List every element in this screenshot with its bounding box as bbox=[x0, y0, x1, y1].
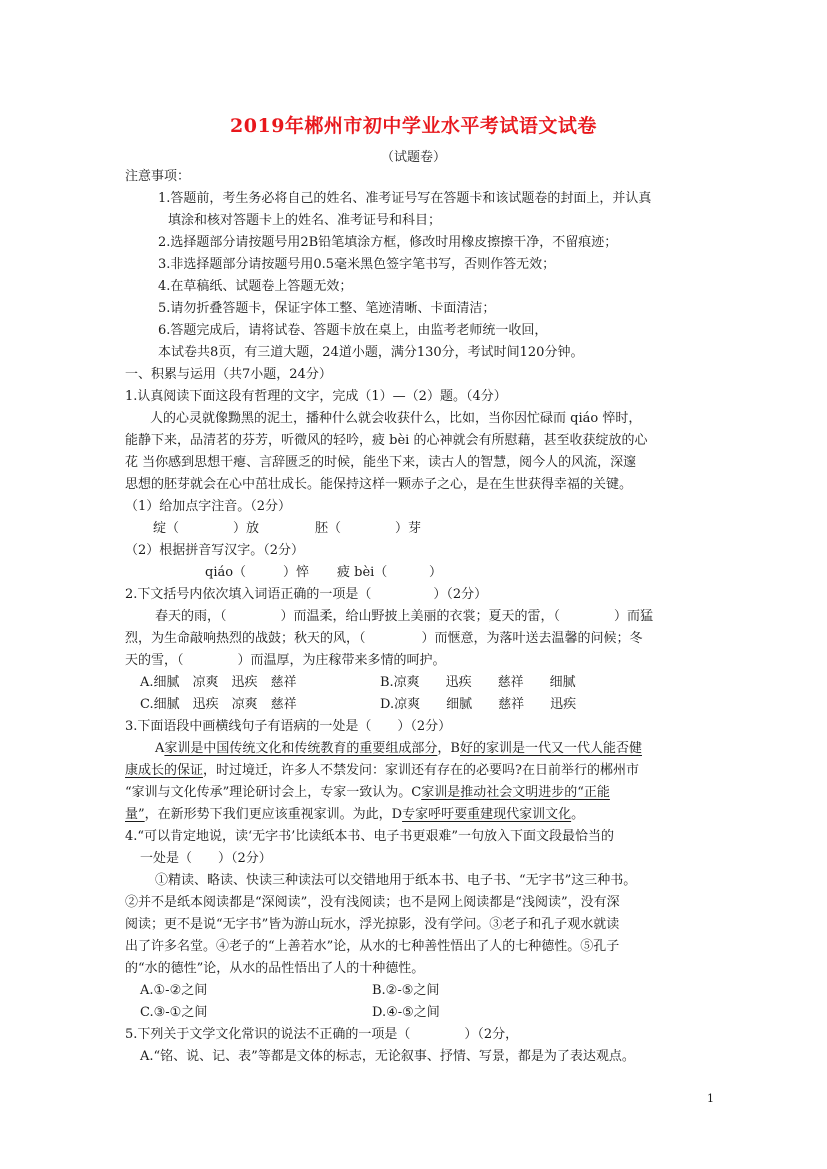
q1-passage-line: 思想的胚芽就会在心中茁壮成长。能保持这样一颗赤子之心，是在生世获得幸福的关键。 bbox=[125, 477, 633, 492]
q3-passage-line bbox=[125, 762, 639, 780]
q3-stem: 3.下面语段中画横线句子有语病的一处是（ ）（2分） bbox=[125, 719, 452, 734]
q2-option-b: B.凉爽 迅疾 慈祥 细腻 bbox=[380, 675, 576, 690]
q1-blank-label: qiáo（ bbox=[205, 565, 247, 580]
q3-text: A bbox=[155, 741, 165, 756]
q4-option-a: A.①-②之间 bbox=[140, 983, 208, 998]
q1-blank-label: ）悴 bbox=[283, 565, 310, 580]
q4-passage-line: ②并不是纸本阅读都是“深阅读”，没有浅阅读；也不是网上阅读都是“浅阅读”，没有深 bbox=[125, 895, 620, 910]
q3-underlined: 家训是推动社会文明进步的“正能 bbox=[421, 785, 610, 800]
q5-stem-score: ）（2分， bbox=[464, 1027, 519, 1042]
q3-text: ，B bbox=[437, 741, 460, 756]
q4-option-d: D.④-⑤之间 bbox=[372, 1005, 440, 1020]
q1-blank-label: 绽（ bbox=[153, 521, 180, 536]
q2-passage-line bbox=[125, 652, 446, 670]
notice-item: 3.非选择题部分请按题号用0.5毫米黑色签字笔书写，否则作答无效； bbox=[158, 257, 556, 272]
section-heading: 一、积累与运用（共7小题，24分） bbox=[125, 367, 332, 382]
notice-item: 填涂和核对答题卡上的姓名、准考证号和科目； bbox=[168, 213, 442, 228]
q2-text: 天的雪，（ bbox=[125, 653, 184, 668]
notice-item: 4.在草稿纸、试题卷上答题无效； bbox=[158, 279, 353, 294]
q4-option-c: C.③-①之间 bbox=[140, 1005, 208, 1020]
notice-item: 5.请勿折叠答题卡，保证字体工整、笔迹清晰、卡面清洁； bbox=[158, 301, 496, 316]
q2-text: ）而猛 bbox=[614, 609, 654, 624]
notice-summary: 本试卷共8页，有三道大题，24道小题，满分130分，考试时间120分钟。 bbox=[158, 345, 584, 360]
page-number: 1 bbox=[707, 1092, 714, 1105]
q3-text: ，在新形势下我们更应该重视家训。为此，D bbox=[144, 807, 403, 822]
page-subtitle: （试题卷） bbox=[380, 150, 446, 165]
q3-underlined: 专家呼吁要重建现代家训文化 bbox=[402, 807, 572, 822]
q1-passage-line: 花 当你感到思想干瘪、言辞匮乏的时候，能坐下来，读古人的智慧，阅今人的风流，深邃 bbox=[125, 455, 637, 470]
notice-heading: 注意事项： bbox=[125, 169, 191, 184]
q4-stem: 4.“可以肯定地说，读‘无字书’比读纸本书、电子书更艰难”一句放入下面文段最恰当的 bbox=[125, 829, 614, 844]
q1-blank-label: 胚（ bbox=[315, 521, 342, 536]
q1-blank-label: ）芽 bbox=[395, 521, 422, 536]
q4-stem: 一处是（ ）（2分） bbox=[140, 851, 272, 866]
q1-blank-label: 疲 bèi（ bbox=[337, 565, 388, 580]
q2-passage-line bbox=[125, 630, 643, 648]
q4-passage-line: 的“水的德性”论，从水的品性悟出了人的十种德性。 bbox=[125, 961, 425, 976]
notice-item: 2.选择题部分请按题号用2B铅笔填涂方框，修改时用橡皮擦擦干净，不留痕迹； bbox=[158, 235, 618, 250]
q2-stem-score: ）（2分） bbox=[433, 587, 488, 602]
q4-passage-line: ①精读、略读、快读三种读法可以交错地用于纸本书、电子书、“无字书”这三种书。 bbox=[155, 873, 637, 888]
q2-text: 春天的雨，（ bbox=[155, 609, 227, 624]
q2-option-a: A.细腻 凉爽 迅疾 慈祥 bbox=[140, 675, 297, 690]
q5-stem bbox=[125, 1026, 518, 1044]
q4-option-b: B.②-⑤之间 bbox=[372, 983, 440, 998]
q2-text: ）而惬意，为落叶送去温馨的问候；冬 bbox=[421, 631, 643, 646]
q1-stem: 1.认真阅读下面这段有哲理的文字，完成（1）—（2）题。（4分） bbox=[125, 389, 507, 404]
q3-text: “家训与文化传承”理论研讨会上，专家一致认为。C bbox=[125, 785, 422, 800]
q3-underlined: 量” bbox=[125, 807, 145, 822]
q3-text: ，时过境迁，许多人不禁发问：家训还有存在的必要吗?在日前举行的郴州市 bbox=[203, 763, 639, 778]
q2-option-d: D.凉爽 细腻 慈祥 迅疾 bbox=[380, 697, 577, 712]
q2-text: ）而温厚，为庄稼带来多情的呵护。 bbox=[237, 653, 446, 668]
q1-sub1: （1）给加点字注音。（2分） bbox=[125, 499, 292, 514]
q3-passage-line bbox=[155, 740, 642, 758]
q1-blank-label: ）放 bbox=[233, 521, 260, 536]
q4-passage-line: 出了许多名堂。④老子的“上善若水”论，从水的七种善性悟出了人的七种德性。⑤孔子 bbox=[125, 939, 620, 954]
q3-underlined: 康成长的保证 bbox=[125, 763, 204, 778]
q1-passage-line: 人的心灵就像黝黑的泥土，播种什么就会收获什么，比如，当你因忙碌而 qiáo 悴时， bbox=[150, 411, 642, 426]
q1-sub2: （2）根据拼音写汉字。（2分） bbox=[125, 543, 305, 558]
q1-blank-label: ） bbox=[429, 565, 443, 580]
q4-passage-line: 阅读；更不是说“无字书”皆为游山玩水，浮光掠影，没有学问。③老子和孔子观水就读 bbox=[125, 917, 620, 932]
q1-passage-line: 能静下来，品清茗的芬芳，听微风的轻吟，疲 bèi 的心神就会有所慰藉，甚至收获绽放的心 bbox=[125, 433, 648, 448]
q2-text: ）而温柔，给山野披上美丽的衣裳；夏天的雷，（ bbox=[280, 609, 561, 624]
q2-stem bbox=[125, 586, 487, 604]
q5-stem-text: 5.下列关于文学文化常识的说法不正确的一项是（ bbox=[125, 1027, 411, 1042]
q3-underlined: 好的家训是一代又一代人能否健 bbox=[459, 741, 642, 756]
q5-option-a: A.“铭、说、记、表”等都是文体的标志，无论叙事、抒情、写景，都是为了表达观点。 bbox=[140, 1049, 635, 1064]
q3-passage-line bbox=[125, 806, 584, 824]
page-title: 2019年郴州市初中学业水平考试语文试卷 bbox=[230, 115, 597, 137]
q2-passage-line bbox=[155, 608, 653, 626]
notice-item: 1.答题前，考生务必将自己的姓名、准考证号写在答题卡和该试题卷的封面上，并认真 bbox=[158, 191, 652, 206]
q3-underlined: 家训是中国传统文化和传统教育的重要组成部分 bbox=[164, 741, 438, 756]
q3-passage-line bbox=[125, 784, 610, 802]
q3-text: 。 bbox=[571, 807, 585, 822]
q2-text: 烈，为生命敲响热烈的战鼓；秋天的风，（ bbox=[125, 631, 366, 646]
q2-option-c: C.细腻 迅疾 凉爽 慈祥 bbox=[140, 697, 297, 712]
q2-stem-text: 2.下文括号内依次填入词语正确的一项是（ bbox=[125, 587, 372, 602]
notice-item: 6.答题完成后，请将试卷、答题卡放在桌上，由监考老师统一收回， bbox=[158, 323, 548, 338]
